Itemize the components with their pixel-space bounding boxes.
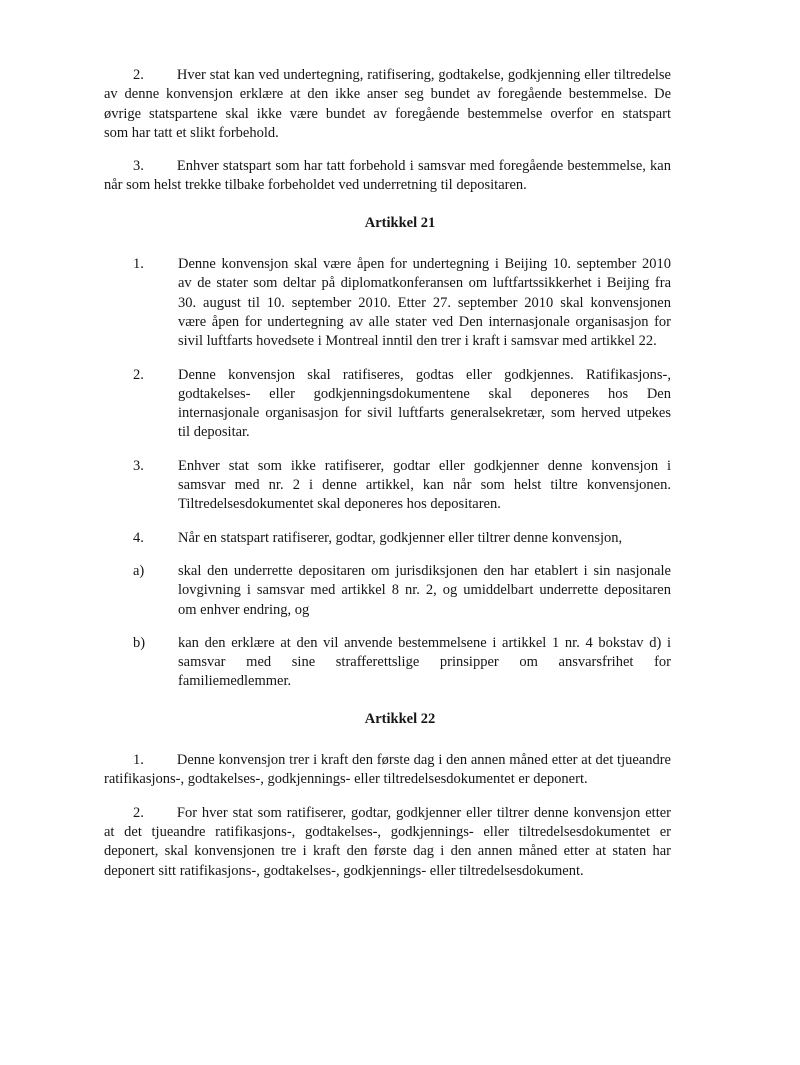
text-line: til depositar. bbox=[178, 424, 250, 441]
article-item bbox=[104, 457, 671, 515]
text-line: internasjonale organisasjon for sivil luftfarts generalsekretær, som herved utpekes bbox=[178, 405, 671, 422]
article-item bbox=[104, 366, 671, 443]
text-line: Når en statspart ratifiserer, godtar, godkjenner eller tiltrer denne konvensjon, bbox=[178, 529, 623, 546]
article-heading: Artikkel 21 bbox=[364, 214, 436, 231]
article-heading: Artikkel 22 bbox=[364, 710, 436, 727]
item-marker: 4. bbox=[133, 529, 144, 546]
text-line: ratifikasjons-, godtakelses-, godkjennings- eller tiltredelsesdokumentet er deponert. bbox=[104, 771, 588, 788]
paragraph bbox=[104, 157, 671, 196]
text-line: Tiltredelsesdokumentet skal deponeres hos depositaren. bbox=[178, 496, 501, 513]
paragraph-marker: 3. bbox=[133, 158, 144, 175]
text-line: om enhver endring, og bbox=[178, 601, 310, 618]
item-marker: 1. bbox=[133, 256, 144, 273]
item-marker: a) bbox=[133, 562, 145, 579]
paragraph-text: Denne konvensjon trer i kraft den første dag i den annen måned etter at det tjueandre bbox=[176, 752, 671, 769]
paragraph-text: Enhver statspart som har tatt forbehold i samsvar med foregående bestemmelse, kan bbox=[176, 158, 671, 175]
item-marker: b) bbox=[133, 634, 146, 651]
paragraph-first-line bbox=[104, 804, 671, 823]
paragraph-text bbox=[104, 85, 671, 143]
paragraph-text bbox=[104, 176, 671, 195]
text-line: sivil luftfarts hovedsete i Montreal inntil den trer i kraft i samsvar med artikkel 22. bbox=[178, 333, 657, 350]
paragraph-text: Hver stat kan ved undertegning, ratifisering, godtakelse, godkjenning eller tiltredelse bbox=[176, 67, 671, 83]
article-item bbox=[104, 529, 671, 548]
paragraph-marker: 1. bbox=[133, 752, 144, 769]
text-line: familiemedlemmer. bbox=[178, 673, 292, 690]
text-line: skal den underrette depositaren om jurisdiksjonen den har etablert i sin nasjonale bbox=[178, 562, 671, 579]
paragraph bbox=[104, 66, 671, 143]
paragraph-text bbox=[104, 770, 671, 789]
paragraph-first-line bbox=[104, 751, 671, 770]
text-line: av de stater som deltar på diplomatkonferansen om luftfartssikkerhet i Beijing fra bbox=[178, 275, 671, 292]
article-item bbox=[104, 562, 671, 620]
item-text bbox=[178, 457, 671, 515]
text-line: 30. august til 10. september 2010. Etter 27. september 2010 skal konvensjonen bbox=[178, 294, 671, 311]
item-marker: 2. bbox=[133, 366, 144, 383]
text-line: av denne konvensjon erklære at den ikke anser seg bundet av foregående bestemmelse. De bbox=[104, 86, 671, 103]
text-line: som har tatt et slikt forbehold. bbox=[104, 124, 279, 141]
paragraph-text: For hver stat som ratifiserer, godtar, godkjenner eller tiltrer denne konvensjon etter bbox=[176, 804, 671, 821]
paragraph bbox=[104, 804, 671, 881]
text-line: samsvar med nr. 2 i denne artikkel, kan når som helst tiltre konvensjonen. bbox=[178, 477, 671, 494]
text-line: deponert, skal konvensjonen tre i kraft den første dag i den annen måned etter at staten har bbox=[104, 843, 671, 860]
text-line: Denne konvensjon skal ratifiseres, godtas eller godkjennes. Ratifikasjons-, bbox=[178, 366, 671, 383]
item-text bbox=[178, 366, 671, 443]
text-line: at det tjueandre ratifikasjons-, godtakelses-, godkjennings- eller tiltredelsesdokumentet er bbox=[104, 823, 671, 840]
article-item bbox=[104, 255, 671, 351]
text-line: godtakelses- eller godkjenningsdokumentene skal deponeres hos Den bbox=[178, 385, 671, 402]
item-marker: 3. bbox=[133, 457, 144, 474]
text-line: samsvar med sine strafferettslige prinsipper om ansvarsfrihet for bbox=[178, 654, 671, 671]
paragraph-marker: 2. bbox=[133, 67, 144, 83]
text-line: kan den erklære at den vil anvende bestemmelsene i artikkel 1 nr. 4 bokstav d) i bbox=[178, 634, 671, 651]
text-line: øvrige statspartene skal ikke være bundet av foregående bestemmelse overfor en statspart bbox=[104, 105, 671, 122]
item-text bbox=[178, 529, 671, 548]
paragraph-first-line bbox=[104, 157, 671, 176]
item-text bbox=[178, 634, 671, 692]
paragraph-text bbox=[104, 823, 671, 881]
paragraph-first-line bbox=[104, 66, 671, 85]
item-text bbox=[178, 562, 671, 620]
paragraph-marker: 2. bbox=[133, 804, 144, 821]
item-text bbox=[178, 255, 671, 351]
text-line: deponert sitt ratifikasjons-, godtakelses-, godkjennings- eller tiltredelsesdokument. bbox=[104, 862, 584, 879]
text-line: være åpen for undertegning av alle stater ved Den internasjonale organisasjon for bbox=[178, 313, 671, 330]
article-item bbox=[104, 634, 671, 692]
text-line: Enhver stat som ikke ratifiserer, godtar eller godkjenner denne konvensjon i bbox=[178, 457, 671, 474]
text-line: lovgivning i samsvar med artikkel 8 nr. 2, og umiddelbart underrette depositaren bbox=[178, 582, 671, 599]
text-line: Denne konvensjon skal være åpen for undertegning i Beijing 10. september 2010 bbox=[178, 256, 671, 273]
text-line: når som helst trekke tilbake forbeholdet ved underretning til depositaren. bbox=[104, 177, 527, 194]
paragraph bbox=[104, 751, 671, 790]
